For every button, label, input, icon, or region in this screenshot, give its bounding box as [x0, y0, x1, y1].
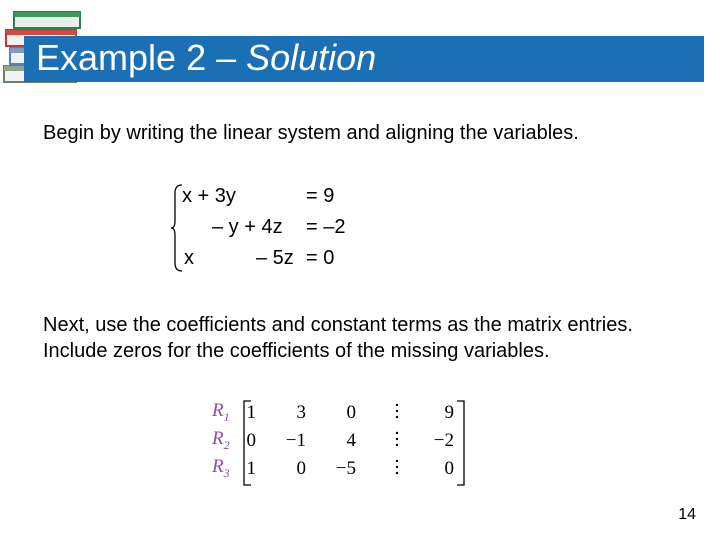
matrix-cell-r1c4: 9: [444, 402, 454, 423]
matrix-cell-r2c2: −1: [285, 430, 306, 451]
matrix-cell-r2c1: 0: [246, 430, 256, 451]
row-label-r3: $R_3$: [212, 456, 230, 480]
eq1-lhs: x + 3y: [182, 185, 236, 207]
eq2-lhs: – y + 4z: [212, 216, 283, 238]
matrix-cell-r3c4: 0: [444, 458, 454, 479]
right-bracket: [456, 400, 466, 486]
matrix-cell-r3c2: 0: [296, 458, 306, 479]
slide-title: [36, 38, 376, 78]
title-plain: Example 2 –: [36, 37, 247, 78]
matrix-cell-r3c1: 1: [246, 458, 256, 479]
augment-divider: [394, 402, 400, 484]
matrix-cell-r1c3: 0: [346, 402, 356, 423]
title-italic: Solution: [246, 37, 377, 78]
eq3-x: x: [184, 247, 194, 269]
augmented-matrix: [208, 398, 478, 488]
linear-system: [170, 183, 390, 273]
matrix-paragraph: Next, use the coefficients and constant terms as the matrix entries. Include zeros for the coefficients of the missing variables.: [43, 314, 633, 362]
page-number: 14: [678, 506, 696, 523]
eq3-rhs: = 0: [306, 247, 335, 269]
matrix-cell-r3c3: −5: [335, 458, 356, 479]
eq3-z: – 5z: [256, 247, 294, 269]
eq1-rhs: = 9: [306, 185, 335, 207]
matrix-cell-r1c1: 1: [246, 402, 256, 423]
title-bar: [24, 36, 704, 82]
intro-paragraph: Begin by writing the linear system and aligning the variables.: [43, 122, 579, 144]
matrix-cell-r2c3: 4: [346, 430, 356, 451]
eq2-rhs: = –2: [306, 216, 346, 238]
matrix-cell-r1c2: 3: [296, 402, 306, 423]
matrix-cell-r2c4: −2: [433, 430, 454, 451]
row-label-r1: $R_1$: [212, 400, 230, 424]
row-label-r2: $R_2$: [212, 428, 230, 452]
